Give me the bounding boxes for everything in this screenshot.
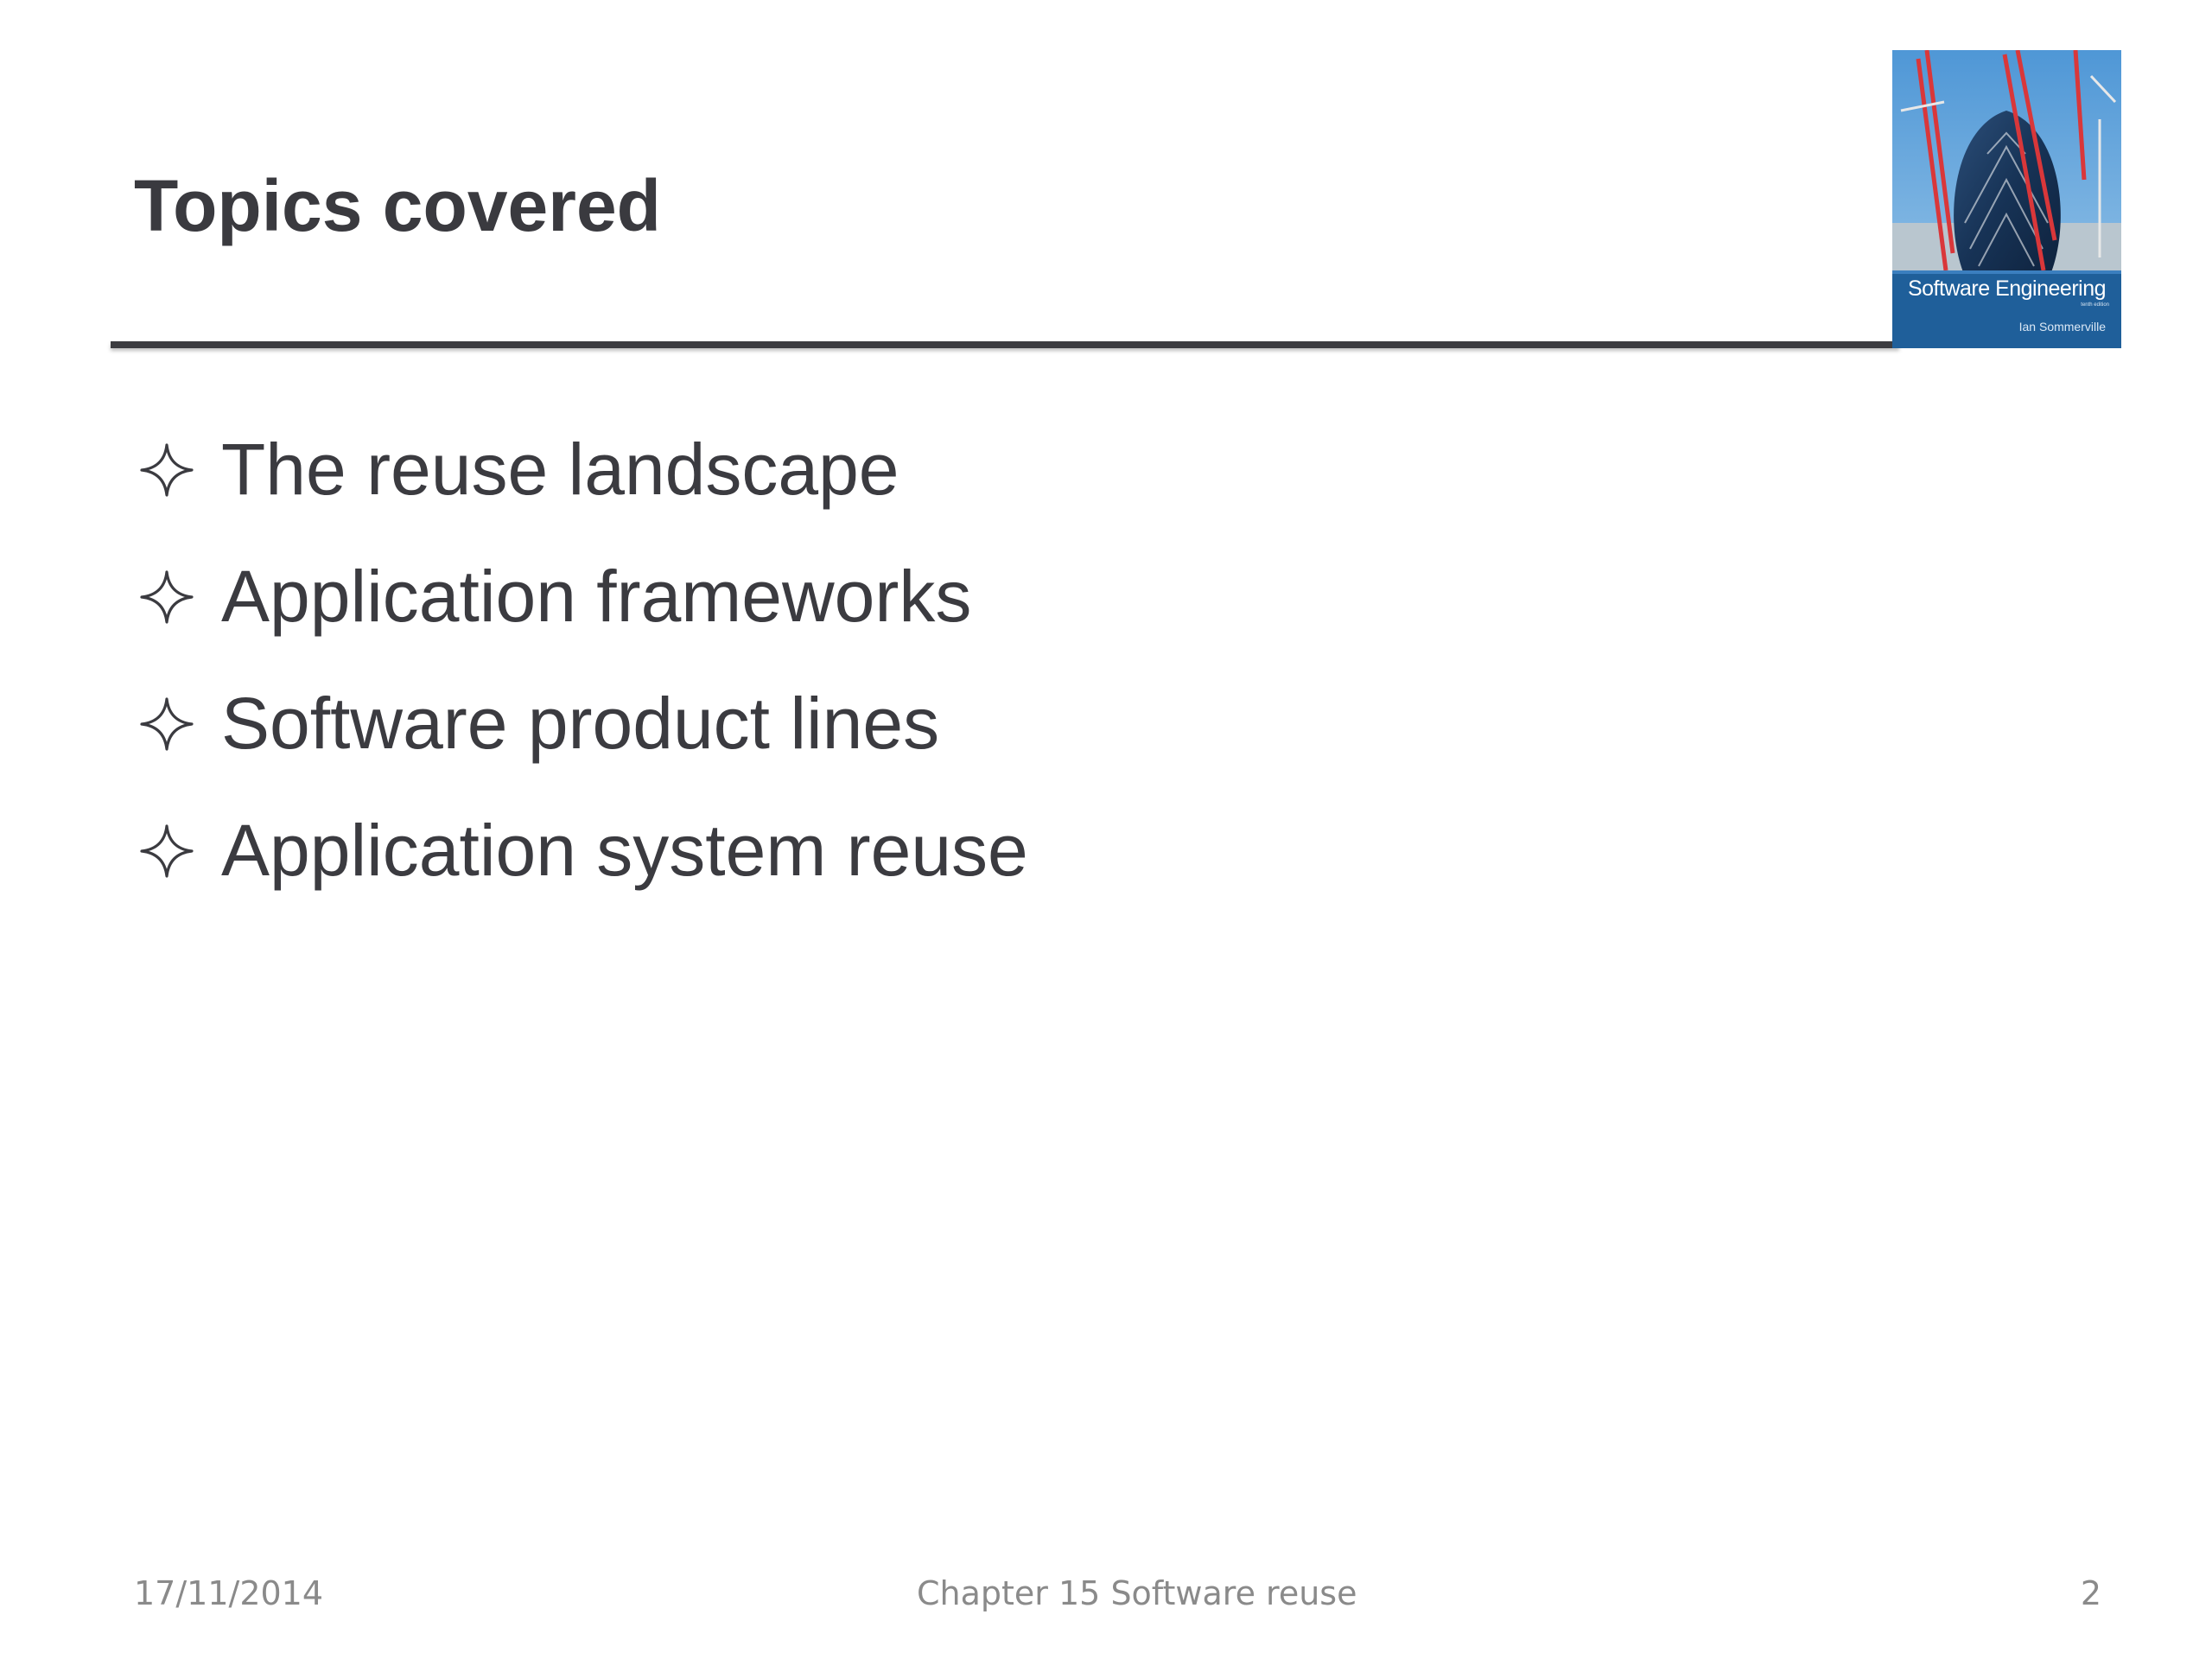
book-cover-edition: tenth edition [2081,302,2109,308]
footer-chapter-title: Chapter 15 Software reuse [917,1574,1357,1612]
slide-title: Topics covered [134,165,661,246]
book-cover-title: Software Engineering [1907,276,2107,301]
four-point-star-icon [138,442,195,499]
four-point-star-icon [138,823,195,880]
four-point-star-icon [138,569,195,626]
topics-list [138,406,1028,914]
four-point-star-icon [138,696,195,753]
list-item [138,533,1028,660]
title-divider [111,341,1899,348]
slide-number: 2 [2080,1574,2101,1612]
list-item [138,660,1028,787]
footer-date: 17/11/2014 [134,1574,324,1612]
list-item [138,787,1028,914]
list-item-label: Software product lines [221,683,940,764]
list-item-label: The reuse landscape [221,429,899,510]
list-item [138,406,1028,533]
list-item-label: Application system reuse [221,810,1028,891]
list-item-label: Application frameworks [221,556,972,637]
book-cover-image [1892,50,2121,348]
book-cover-author: Ian Sommerville [2018,320,2106,334]
